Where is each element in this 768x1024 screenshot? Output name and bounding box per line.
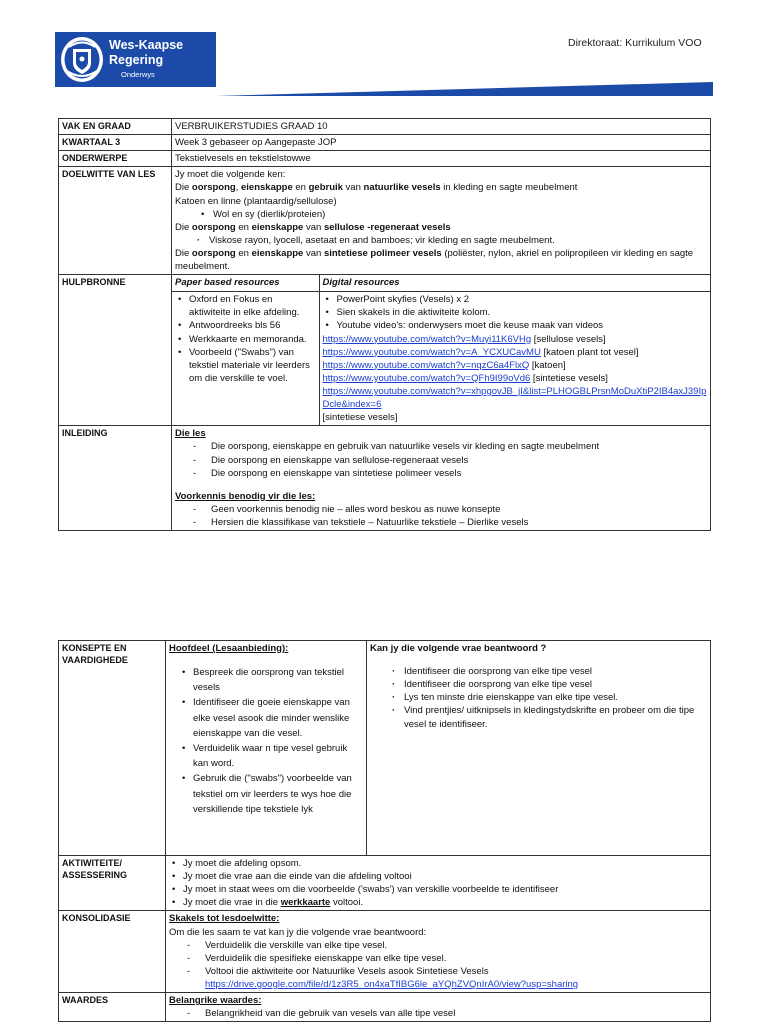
list-item: - Hersien die klassifikase van tekstiele – Natuurlike tekstiele – Dierlike vesels — [175, 516, 707, 529]
link-row — [323, 346, 708, 359]
onderwerpe-label: ONDERWERPE — [59, 151, 172, 167]
kwartaal-value: Week 3 gebaseer op Aangepaste JOP — [172, 135, 711, 151]
directorate-label: Direktoraat: Kurrikulum VOO — [568, 37, 702, 49]
org-name-line2: Regering — [109, 52, 164, 67]
list-item: - Geen voorkennis benodig nie – alles word beskou as nuwe konsepte — [175, 503, 707, 516]
list-item: • Oxford en Fokus en aktiwiteite in elke afdeling. — [175, 293, 316, 319]
list-item: · Identifiseer die oorsprong van elke tipe vesel — [370, 678, 707, 691]
list-item: - Die oorspong, eienskappe en gebruik van natuurlike vesels vir kleding en sagte meubelment — [175, 440, 707, 453]
lesson-activities-table — [58, 640, 711, 1022]
konsolidasie-label: KONSOLIDASIE — [59, 911, 166, 993]
list-item: • Antwoordreeks bls 56 — [175, 319, 316, 332]
die-les-heading: Die les — [175, 428, 206, 440]
table-row — [59, 151, 711, 167]
onderwerpe-value: Tekstielvesels en tekstielstowwe — [172, 151, 711, 167]
list-item: • Voorbeeld ("Swabs") van tekstiel materiale vir leerders om die verskille te voel. — [175, 346, 316, 385]
kwartaal-label: KWARTAAL 3 — [59, 135, 172, 151]
konsolidasie-content: Skakels tot lesdoelwitte: Om die les saam te vat kan jy die volgende vrae beantwoord: - Verduidelik die verskille van elke tipe vesel. - Verduidelik die spesifieke eienskappe van elke tipe vesel. - Voltooi die aktiwiteite oor Natuurlike Vesels asook Sintetiese Vesels https://drive.google.com/file/d/1z3R5_on4xaTfIBG6le_aYQhZVQnIrA0/view?usp=sharing — [166, 911, 711, 993]
table-row — [59, 993, 711, 1022]
youtube-link[interactable]: https://www.youtube.com/watch?v=Muyi11K6VHg — [322, 333, 532, 345]
link-row — [323, 333, 708, 346]
list-item: - Verduidelik die verskille van elke tipe vesel. — [169, 939, 707, 952]
digital-header: Digital resources — [319, 275, 710, 292]
doelwitte-content: Jy moet die volgende ken: Die oorspong, eienskappe en gebruik van natuurlike vesels in kleding en sagte meubelment Katoen en linne (plantaardig/sellulose) • Wol en sy (dierlik/proteien) Die oorspong en eienskappe van sellulose -regeneraat vesels · Viskose rayon, lyocell, asetaat en and bamboes; vir kleding en sagte meubelment. Die oorspong en eienskappe van sintetiese polimeer vesels (poliëster, nylon, akriel en polipropileen vir kleding en sagte meubelment. — [172, 167, 711, 275]
youtube-link[interactable]: https://www.youtube.com/watch?v=A_YCXUCavMU — [322, 346, 541, 358]
table-row — [59, 426, 711, 531]
list-item: - Belangrikheid van die gebruik van vesels van alle tipe vesel — [169, 1007, 707, 1020]
digital-resources — [319, 292, 710, 426]
list-item: - Die oorspong en eienskappe van sintetiese polimeer vesels — [175, 467, 707, 480]
list-item: • Youtube video's: onderwysers moet die keuse maak van videos — [323, 319, 708, 332]
table-row — [59, 911, 711, 993]
list-item: • Gebruik die ("swabs") voorbeelde van tekstiel om vir leerders te wys hoe die verskillende tipe tekstiele lyk — [179, 771, 363, 817]
list-item: • Bespreek die oorsprong van tekstiel vesels — [179, 665, 363, 695]
list-item: · Identifiseer die oorsprong van elke tipe vesel — [370, 665, 707, 678]
paper-header: Paper based resources — [172, 275, 319, 292]
link-note: [katoen plant tot vesel] — [540, 346, 639, 358]
hoofdeel-content — [166, 641, 367, 856]
youtube-link-long[interactable]: https://www.youtube.com/watch?v=xhpgovJB_jI&list=PLHOGBLPrsnMoDuXtiP2IB4axJ39IpDcle&index=6 — [322, 385, 707, 411]
youtube-link[interactable]: https://www.youtube.com/watch?v=QFh9I99oVd6 — [322, 372, 531, 384]
list-item: • Identifiseer die goeie eienskappe van elke vesel asook die minder wenslike eienskappe van die vesel. — [179, 695, 363, 741]
youtube-link[interactable]: https://www.youtube.com/watch?v=nqzC6a4FlxQ — [322, 359, 530, 371]
drive-link[interactable]: https://drive.google.com/file/d/1z3R5_on4xaTfIBG6le_aYQhZVQnIrA0/view?usp=sharing — [205, 978, 579, 990]
link-note: [sellulose vesels] — [531, 333, 606, 345]
vrae-content — [367, 641, 711, 856]
skakels-heading: Skakels tot lesdoelwitte: — [169, 913, 280, 925]
waardes-label: WAARDES — [59, 993, 166, 1022]
list-item: · Vind prentjies/ uitknipsels in kledingstydskrifte en probeer om die tipe vesel te identifiseer. — [370, 704, 707, 730]
vrae-heading: Kan jy die volgende vrae beantwoord ? — [370, 643, 547, 654]
list-item: • Sien skakels in die aktiwiteite kolom. — [323, 306, 708, 319]
vak-label: VAK EN GRAAD — [59, 119, 172, 135]
header-band — [216, 82, 713, 96]
konsepte-label: KONSEPTE EN VAARDIGHEDE — [59, 641, 166, 856]
hulpbronne-label: HULPBRONNE — [59, 275, 172, 426]
inleiding-content — [172, 426, 711, 531]
link-row — [323, 372, 708, 385]
list-item: - Voltooi die aktiwiteite oor Natuurlike Vesels asook Sintetiese Vesels — [169, 965, 707, 978]
doelwitte-label: DOELWITTE VAN LES — [59, 167, 172, 275]
aktiwiteite-content — [166, 856, 711, 911]
org-name-line1: Wes-Kaapse — [109, 38, 184, 52]
inleiding-label: INLEIDING — [59, 426, 172, 531]
list-item: • Jy moet in staat wees om die voorbeelde ('swabs') van verskille voorbeelde te identifiseer — [169, 883, 707, 896]
list-item: · Lys ten minste drie eienskappe van elke tipe vesel. — [370, 691, 707, 704]
table-row — [59, 856, 711, 911]
list-item: - Die oorspong en eienskappe van sellulose-regeneraat vesels — [175, 454, 707, 467]
table-row — [59, 641, 711, 856]
table-row — [59, 275, 711, 426]
hoofdeel-heading: Hoofdeel (Lesaanbieding): — [169, 643, 289, 654]
aktiwiteite-label: AKTIWITEITE/ ASSESSERING — [59, 856, 166, 911]
resources-table — [172, 275, 710, 425]
list-item: • PowerPoint skyfies (Vesels) x 2 — [323, 293, 708, 306]
waardes-content — [166, 993, 711, 1022]
table-row — [59, 167, 711, 275]
link-note: [katoen] — [529, 359, 566, 371]
lesson-info-table — [58, 118, 711, 531]
link-note: [sintetiese vesels] — [530, 372, 608, 384]
vak-value: VERBRUIKERSTUDIES GRAAD 10 — [172, 119, 711, 135]
list-item: • Jy moet die afdeling opsom. — [169, 857, 707, 870]
list-item: · Viskose rayon, lyocell, asetaat en and bamboes; vir kleding en sagte meubelment. — [175, 234, 707, 247]
org-subtitle: Onderwys — [121, 70, 155, 79]
list-item: • Jy moet die vrae aan die einde van die afdeling voltooi — [169, 870, 707, 883]
table-row — [59, 135, 711, 151]
belangrike-heading: Belangrike waardes: — [169, 995, 262, 1007]
list-item: • Werkkaarte en memoranda. — [175, 333, 316, 346]
link-row — [323, 359, 708, 372]
list-item: • Wol en sy (dierlik/proteien) — [175, 208, 707, 221]
list-item: • Verduidelik waar n tipe vesel gebruik kan word. — [179, 741, 363, 771]
list-item: • Jy moet die vrae in die werkkaarte voltooi. — [169, 896, 707, 909]
table-row — [59, 119, 711, 135]
link-note: [sintetiese vesels] — [322, 412, 398, 424]
wcg-logo — [55, 32, 216, 87]
crest-icon — [59, 35, 105, 84]
paper-resources — [172, 292, 319, 426]
list-item: - Verduidelik die spesifieke eienskappe van elke tipe vesel. — [169, 952, 707, 965]
voorkennis-heading: Voorkennis benodig vir die les: — [175, 490, 316, 502]
